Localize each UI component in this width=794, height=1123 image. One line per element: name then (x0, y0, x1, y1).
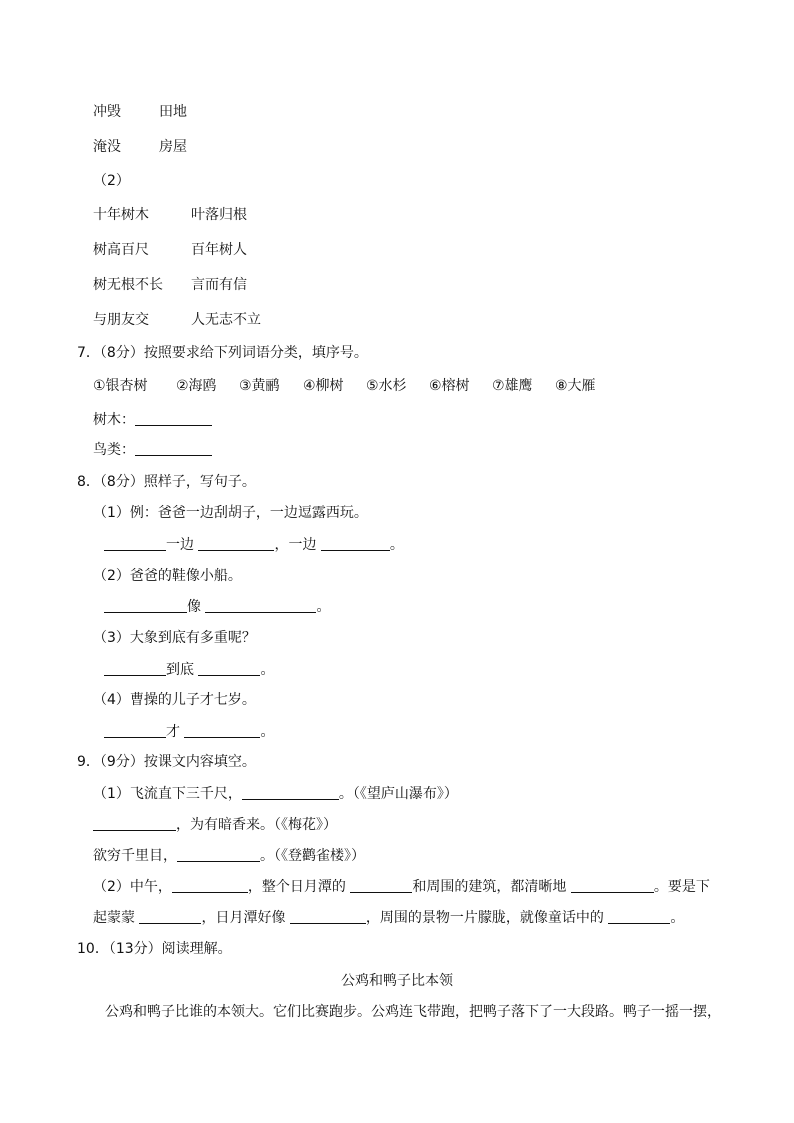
trees-label: 树木： (93, 412, 135, 428)
sentence-3-answer: 到底 。 (104, 660, 274, 680)
subquestion-number: （2） (93, 173, 130, 189)
idiom-right-4: 人无志不立 (191, 312, 261, 328)
blank[interactable] (184, 722, 260, 738)
match-right-2: 房屋 (159, 139, 187, 155)
blank[interactable] (205, 597, 316, 613)
birds-label: 鸟类： (93, 442, 135, 458)
word-option: ⑥榕树 (429, 378, 470, 394)
idiom-left-2: 树高百尺 (93, 242, 149, 258)
blank[interactable] (93, 815, 176, 831)
passage-line-1: （2）中午， ，整个日月潭的 和周围的建筑，都清晰地 。要是下 (93, 879, 710, 895)
match-left-1: 冲毁 (93, 104, 121, 120)
sentence-1-answer: 一边 ，一边 。 (104, 535, 404, 555)
match-left-2: 淹没 (93, 139, 121, 155)
idiom-left-3: 树无根不长 (93, 277, 163, 293)
sentence-3-prompt: （3）大象到底有多重呢？ (93, 630, 256, 646)
word-option: ⑤水杉 (366, 378, 407, 394)
idiom-left-4: 与朋友交 (93, 312, 149, 328)
idiom-right-3: 言而有信 (191, 277, 247, 293)
blank[interactable] (571, 877, 654, 893)
poem-line-1: （1）飞流直下三千尺， 。（《望庐山瀑布》） (93, 786, 458, 802)
poem-line-2: ，为有暗香来。（《梅花》） (93, 815, 337, 835)
word-option: ③黄鹂 (239, 378, 280, 394)
blank[interactable] (198, 660, 260, 676)
blank[interactable] (104, 722, 166, 738)
sentence-2-answer: 像 。 (104, 597, 330, 617)
trees-answer-line (93, 410, 212, 430)
question-9-heading: 9．（9分）按课文内容填空。 (77, 754, 256, 770)
sentence-4-prompt: （4）曹操的儿子才七岁。 (93, 692, 256, 708)
birds-blank[interactable] (135, 440, 212, 456)
sentence-2-prompt: （2）爸爸的鞋像小船。 (93, 568, 242, 584)
blank[interactable] (104, 660, 166, 676)
question-10-heading: 10．（13分）阅读理解。 (77, 941, 232, 957)
word-option: ②海鸥 (176, 378, 217, 394)
idiom-left-1: 十年树木 (93, 207, 149, 223)
passage-title: 公鸡和鸭子比本领 (341, 973, 453, 989)
passage-paragraph: 公鸡和鸭子比谁的本领大。它们比赛跑步。公鸡连飞带跑，把鸭子落下了一大段路。鸭子一摇一摆， (105, 1004, 721, 1020)
sentence-1-prompt: （1）例：爸爸一边刮胡子，一边逗露西玩。 (93, 505, 368, 521)
poem-line-3: 欲穷千里目， 。（《登鹳雀楼》） (93, 848, 365, 864)
blank[interactable] (242, 784, 339, 800)
question-7-heading: 7．（8分）按照要求给下列词语分类，填序号。 (77, 345, 368, 361)
blank[interactable] (198, 535, 274, 551)
blank[interactable] (608, 908, 670, 924)
word-option: ⑧大雁 (555, 378, 596, 394)
blank[interactable] (350, 877, 412, 893)
birds-answer-line (93, 440, 212, 460)
blank[interactable] (172, 877, 248, 893)
blank[interactable] (104, 535, 166, 551)
idiom-right-2: 百年树人 (191, 242, 247, 258)
word-option: ④柳树 (303, 378, 344, 394)
blank[interactable] (177, 846, 260, 862)
blank[interactable] (321, 535, 390, 551)
word-option: ⑦雄鹰 (492, 378, 533, 394)
blank[interactable] (139, 908, 201, 924)
question-8-heading: 8．（8分）照样子，写句子。 (77, 474, 256, 490)
sentence-4-answer: 才 。 (104, 722, 274, 742)
word-option: ①银杏树 (93, 378, 148, 394)
trees-blank[interactable] (135, 410, 212, 426)
idiom-right-1: 叶落归根 (191, 207, 247, 223)
blank[interactable] (104, 597, 187, 613)
blank[interactable] (290, 908, 366, 924)
match-right-1: 田地 (159, 104, 187, 120)
passage-line-2: 起蒙蒙 ，日月潭好像 ，周围的景物一片朦胧，就像童话中的 。 (93, 910, 685, 926)
